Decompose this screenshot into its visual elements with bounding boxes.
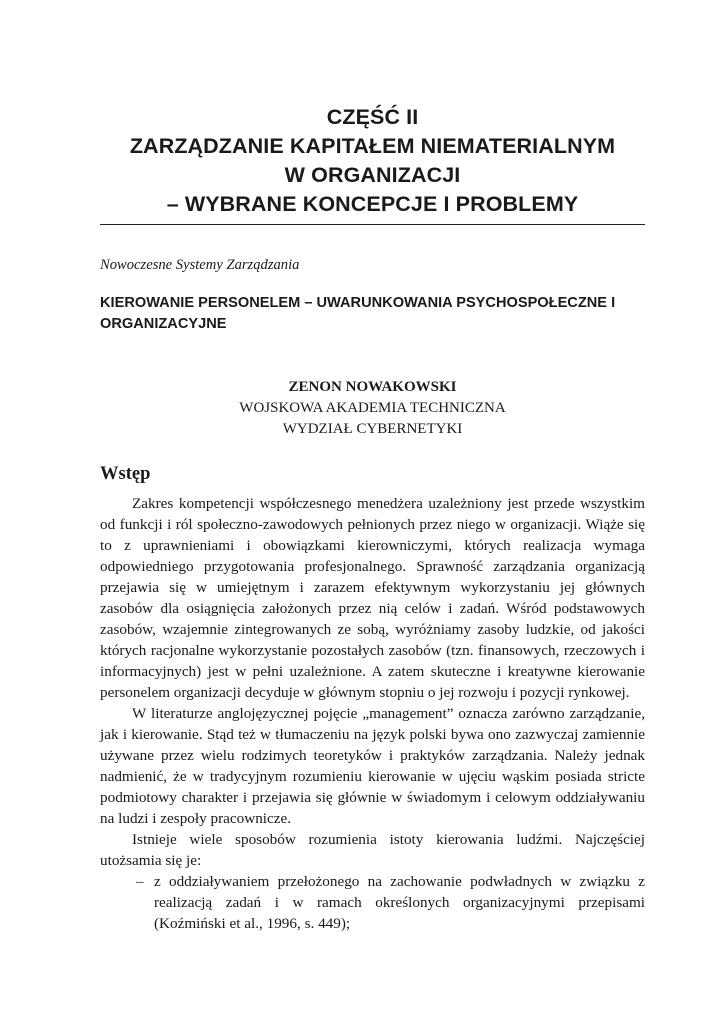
body-text: [100, 493, 645, 934]
title-divider: [100, 224, 645, 225]
list-item-text: z oddziaływaniem przełożonego na zachowanie podwładnych w związku z realizacją zadań i w ramach określonych organizacyjnymi przepisami (Koźmiński et al., 1996, s. 449);: [154, 873, 645, 932]
list-item: [100, 871, 645, 934]
author-department: WYDZIAŁ CYBERNETYKI: [282, 421, 463, 437]
paragraph: Istnieje wiele sposobów rozumienia istoty kierowania ludźmi. Najczęściej utożsamia się je:: [100, 831, 645, 869]
bullet-list: [100, 871, 645, 934]
part-title-line: – WYBRANE KONCEPCJE I PROBLEMY: [166, 192, 579, 216]
part-title-line: CZĘŚĆ II: [326, 105, 419, 129]
section-heading: Wstęp: [100, 464, 151, 484]
part-title-line: ZARZĄDZANIE KAPITAŁEM NIEMATERIALNYM: [129, 134, 616, 158]
paragraph: Zakres kompetencji współczesnego menedżera uzależniony jest przede wszystkim od funkcji i ról społeczno-zawodowych pełnionych przez niego w organizacji. Wiąże się to z uprawnieniami i obowiązkami kierowniczymi, których realizacja wymaga odpowiedniego przygotowania profesjonalnego. Sprawność zarządzania organizacją przejawia się w umiejętnym i zarazem efektywnym wykorzystaniu jej głównych zasobów dla osiągnięcia założonych przez nią celów i zadań. Wśród podstawowych zasobów, wzajemnie zintegrowanych ze sobą, wyróżniamy zasoby ludzkie, od jakości których racjonalne wykorzystanie pozostałych zasobów (tzn. finansowych, rzeczowych i informacyjnych) jest w pełni uzależnione. A zatem skuteczne i kreatywne kierowanie personelem organizacji decyduje w głównym stopniu o jej rozwoju i pozycji rynkowej.: [100, 495, 645, 701]
list-dash: –: [136, 873, 144, 890]
part-title: [100, 103, 645, 219]
journal-name: Nowoczesne Systemy Zarządzania: [100, 257, 300, 273]
paragraph: W literaturze anglojęzycznej pojęcie „management” oznacza zarówno zarządzanie, jak i kierowanie. Stąd też w tłumaczeniu na język polski bywa ono zazwyczaj zamiennie używane przez wielu rodzimych teoretyków i praktyków zarządzania. Należy jednak nadmienić, że w tradycyjnym rozumieniu kierowanie w ujęciu wąskim posiada stricte podmiotowy charakter i przejawia się głównie w świadomym i celowym oddziaływaniu na ludzi i zespoły pracownicze.: [100, 705, 645, 827]
part-title-line: W ORGANIZACJI: [284, 163, 461, 187]
author-affiliation: WOJSKOWA AKADEMIA TECHNICZNA: [239, 400, 506, 416]
article-title: KIEROWANIE PERSONELEM – UWARUNKOWANIA PSYCHOSPOŁECZNE I ORGANIZACYJNE: [100, 295, 616, 332]
author-name: ZENON NOWAKOWSKI: [288, 379, 457, 395]
author-block: [100, 377, 645, 440]
